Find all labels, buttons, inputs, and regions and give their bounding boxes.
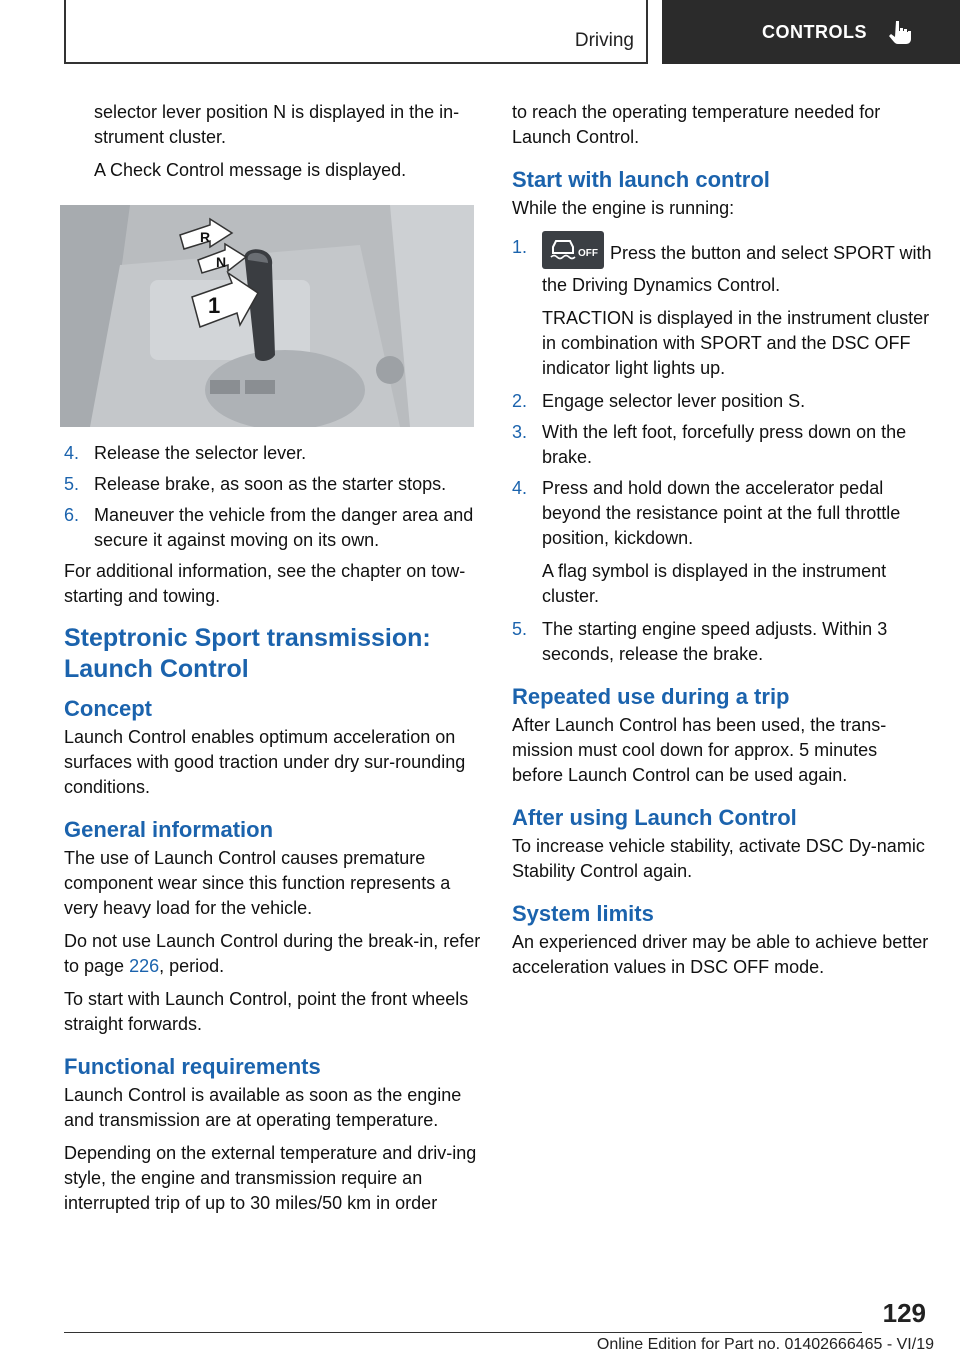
system-limits-heading: System limits [512, 901, 654, 926]
step-number: 4. [64, 443, 80, 463]
system-limits-text: An experienced driver may be able to achieve better acceleration values in DSC OFF mode. [512, 932, 929, 977]
right-column [512, 100, 932, 988]
list-item [512, 389, 932, 414]
step-text: With the left foot, forcefully press down on the brake. [542, 422, 907, 467]
list-item [512, 235, 932, 381]
step-text: Press the button and select SPORT with the Driving Dynamics Control. [542, 242, 932, 295]
dsc-off-button-icon [542, 231, 604, 269]
repeated-use-text: After Launch Control has been used, the trans-mission must cool down for approx. 5 minutes before Launch Control can be used again. [512, 715, 887, 785]
step-text: The starting engine speed adjusts. Within 3 seconds, release the brake. [542, 619, 888, 664]
selector-lever-illustration [60, 205, 474, 427]
gear-n-label: N [216, 254, 227, 270]
section-title: Driving [574, 30, 634, 51]
step-note: A flag symbol is displayed in the instrument cluster. [542, 561, 887, 606]
procedure-steps [64, 441, 482, 553]
text-segment: Do not use Launch Control during the break-in, refer to page [64, 931, 481, 976]
functional-requirements-text: Depending on the external temperature and driv-ing style, the engine and transmission require an interrupted trip of up to 30 miles/50 km in order [64, 1143, 477, 1213]
callout-one-label: 1 [208, 293, 221, 318]
step-number: 6. [64, 505, 80, 525]
list-item [64, 472, 482, 497]
intro-paragraph: selector lever position N is displayed in the in-strument cluster. [94, 102, 460, 147]
general-info-heading: General information [64, 817, 274, 842]
footer-divider [64, 1332, 862, 1333]
step-number: 5. [512, 619, 528, 639]
list-item [64, 503, 482, 553]
text-segment: , period. [159, 956, 225, 976]
pointing-hand-icon [887, 19, 913, 45]
header-section-tab [64, 0, 648, 64]
launch-steps [512, 235, 932, 667]
step-number: 2. [512, 391, 528, 411]
chapter-title: CONTROLS [762, 21, 867, 42]
continuation-text: to reach the operating temperature needed for Launch Control. [512, 102, 881, 147]
after-launch-text: To increase vehicle stability, activate DSC Dy-namic Stability Control again. [512, 836, 925, 881]
list-item [64, 441, 482, 466]
gear-r-label: R [200, 229, 211, 245]
list-item [512, 617, 932, 667]
step-text: Maneuver the vehicle from the danger area and secure it against moving on its own. [94, 505, 474, 550]
start-launch-control-heading: Start with launch control [512, 167, 770, 192]
concept-heading: Concept [64, 696, 152, 721]
functional-requirements-text: Launch Control is available as soon as the engine and transmission are at operating temperature. [64, 1085, 462, 1130]
general-info-text: The use of Launch Control causes premature component wear since this function represents a very heavy load for the vehicle. [64, 848, 451, 918]
general-info-text: To start with Launch Control, point the front wheels straight forwards. [64, 989, 469, 1034]
list-item [512, 476, 932, 609]
step-text: Press and hold down the accelerator pedal beyond the resistance point at the full throttle position, kickdown. [542, 478, 901, 548]
step-text: Release brake, as soon as the starter stops. [94, 474, 447, 494]
selector-lever-photo [60, 205, 474, 427]
page-reference-link[interactable]: 226 [129, 956, 160, 976]
repeated-use-heading: Repeated use during a trip [512, 684, 790, 709]
general-info-text [64, 929, 482, 979]
concept-text: Launch Control enables optimum acceleration on surfaces with good traction under dry sur-rounding conditions. [64, 727, 466, 797]
after-launch-heading: After using Launch Control [512, 805, 797, 830]
step-number: 1. [512, 237, 528, 257]
page-number: 129 [882, 1298, 926, 1328]
left-column [64, 100, 482, 1224]
intro-paragraph: A Check Control message is displayed. [94, 160, 407, 180]
step-text: Engage selector lever position S. [542, 391, 806, 411]
step-number: 3. [512, 422, 528, 442]
list-item [512, 420, 932, 470]
step-number: 5. [64, 474, 80, 494]
functional-requirements-heading: Functional requirements [64, 1054, 321, 1079]
additional-info: For additional information, see the chapter on tow-starting and towing. [64, 561, 466, 606]
step-number: 4. [512, 478, 528, 498]
step-text: Release the selector lever. [94, 443, 307, 463]
start-intro: While the engine is running: [512, 198, 735, 218]
chapter-tab [662, 0, 960, 64]
dsc-off-label: OFF [578, 248, 598, 259]
chapter-heading: Steptronic Sport transmission: Launch Control [64, 624, 431, 683]
step-note: TRACTION is displayed in the instrument cluster in combination with SPORT and the DSC OFF indicator light lights up. [542, 308, 930, 378]
edition-note: Online Edition for Part no. 01402666465 - VI/19 [596, 1336, 934, 1353]
